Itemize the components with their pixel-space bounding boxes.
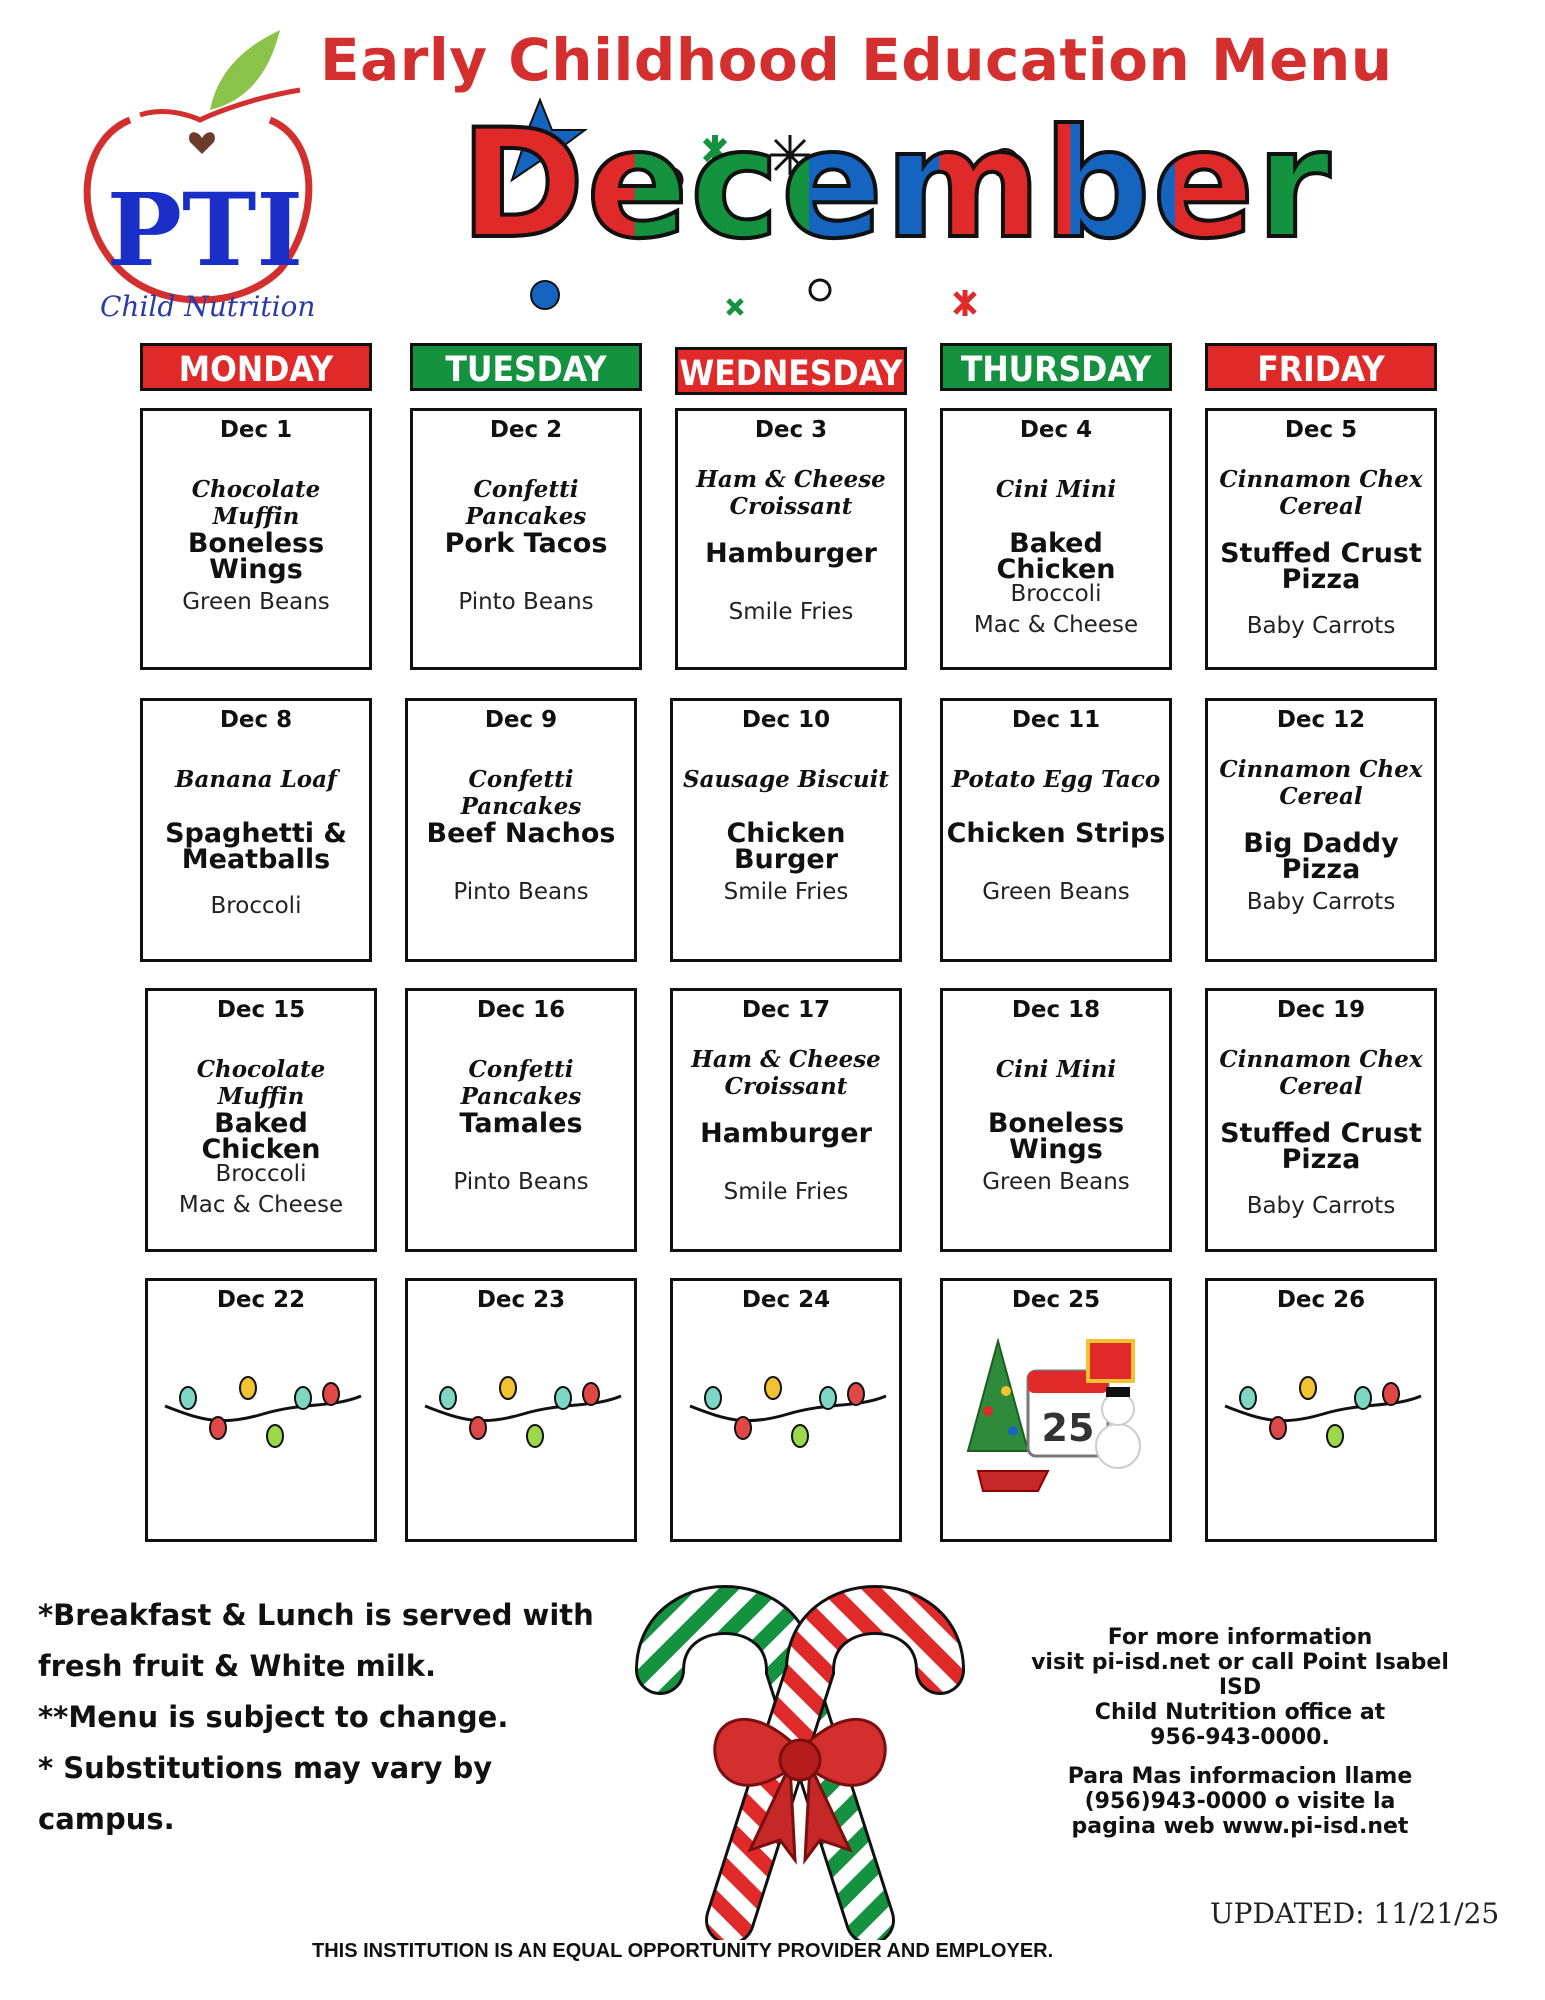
side-item: Pinto Beans	[453, 879, 589, 905]
side-item: Broccoli	[215, 1161, 307, 1187]
menu-day-cell	[1205, 988, 1437, 1252]
breakfast-item: Chocolate Muffin	[191, 476, 321, 530]
menu-day-cell	[940, 988, 1172, 1252]
calendar-day-number: 25	[1041, 1406, 1095, 1450]
day-header-friday: FRIDAY	[1205, 343, 1437, 391]
entree-item: Big Daddy Pizza	[1243, 828, 1399, 885]
entree-item: Baked Chicken	[201, 1108, 321, 1165]
cell-date: Dec 15	[216, 997, 306, 1023]
side-item: Green Beans	[982, 1169, 1130, 1195]
menu-day-cell	[675, 408, 907, 670]
info-line: 956-943-0000.	[1150, 1725, 1330, 1750]
info-line: visit pi-isd.net or call Point Isabel ISD	[1031, 1650, 1449, 1700]
day-header-thursday: THURSDAY	[940, 343, 1172, 391]
breakfast-item: Banana Loaf	[175, 766, 337, 793]
menu-day-cell	[1205, 408, 1437, 670]
menu-day-cell	[410, 408, 642, 670]
breakfast-item: Confetti Pancakes	[460, 1056, 582, 1110]
cell-date: Dec 1	[219, 417, 293, 443]
cell-date: Dec 18	[1011, 997, 1101, 1023]
side-item: Broccoli	[210, 893, 302, 919]
entree-item: Meatballs	[181, 844, 331, 875]
side-item: Smile Fries	[723, 879, 849, 905]
side-item: Broccoli	[1010, 581, 1102, 607]
breakfast-item: Cini Mini	[995, 476, 1117, 503]
day-header-monday: MONDAY	[140, 343, 372, 391]
note-line: campus.	[38, 1802, 175, 1836]
christmas-lights-icon	[1223, 1376, 1423, 1456]
cell-date: Dec 24	[741, 1287, 831, 1313]
cell-date: Dec 3	[754, 417, 828, 443]
entree-item: Boneless Wings	[987, 1108, 1125, 1165]
logo-letters: PTI	[106, 171, 304, 289]
side-item: Baby Carrots	[1246, 889, 1396, 915]
side-item: Green Beans	[982, 879, 1130, 905]
month-title	[460, 98, 1333, 272]
breakfast-item: Croissant	[729, 493, 853, 520]
side-item: Pinto Beans	[453, 1169, 589, 1195]
christmas-lights-icon	[163, 1376, 363, 1456]
cell-date: Dec 25	[1011, 1287, 1101, 1313]
menu-day-cell	[940, 408, 1172, 670]
info-line: Child Nutrition office at	[1094, 1700, 1386, 1725]
entree-item: Chicken Burger	[726, 818, 846, 875]
entree-item: Pizza	[1281, 564, 1361, 595]
month-word: December	[460, 98, 1333, 272]
equal-opportunity-footer: THIS INSTITUTION IS AN EQUAL OPPORTUNITY PROVIDER AND EMPLOYER.	[312, 1940, 1054, 1962]
breakfast-item: Confetti Pancakes	[460, 766, 582, 820]
side-item: Baby Carrots	[1246, 613, 1396, 639]
cell-date: Dec 16	[476, 997, 566, 1023]
christmas-lights-icon	[688, 1376, 888, 1456]
side-item: Smile Fries	[723, 1179, 849, 1205]
entree-item: Boneless Wings	[187, 528, 325, 585]
entree-item: Hamburger	[700, 1118, 872, 1149]
breakfast-item: Cereal	[1279, 783, 1363, 810]
cell-date: Dec 22	[216, 1287, 306, 1313]
breakfast-item: Chocolate Muffin	[196, 1056, 326, 1110]
side-item: Green Beans	[182, 589, 330, 615]
menu-day-cell	[670, 698, 902, 962]
menu-day-cell	[940, 1278, 1172, 1542]
menu-day-cell	[145, 988, 377, 1252]
note-line: * Substitutions may vary by	[38, 1751, 493, 1785]
menu-day-cell	[405, 698, 637, 962]
side-item: Baby Carrots	[1246, 1193, 1396, 1219]
breakfast-item: Croissant	[724, 1073, 848, 1100]
breakfast-item: Potato Egg Taco	[951, 766, 1161, 793]
entree-item: Stuffed Crust	[1220, 1118, 1422, 1149]
pti-letters	[105, 150, 305, 290]
breakfast-item: Cinnamon Chex	[1219, 466, 1423, 493]
info-line: For more information	[1107, 1625, 1373, 1650]
day-header-tuesday: TUESDAY	[410, 343, 642, 391]
breakfast-item: Sausage Biscuit	[682, 766, 890, 793]
logo-caption: Child Nutrition	[100, 290, 316, 323]
cell-date: Dec 26	[1276, 1287, 1366, 1313]
entree-item: Pizza	[1281, 1144, 1361, 1175]
breakfast-item: Cini Mini	[995, 1056, 1117, 1083]
menu-day-cell	[1205, 1278, 1437, 1542]
side-item: Pinto Beans	[458, 589, 594, 615]
breakfast-item: Ham & Cheese	[691, 1046, 881, 1073]
breakfast-item: Confetti Pancakes	[465, 476, 587, 530]
page-title: Early Childhood Education Menu	[320, 26, 1393, 94]
menu-day-cell	[140, 698, 372, 962]
entree-item: Tamales	[459, 1108, 583, 1139]
christmas-lights-icon	[423, 1376, 623, 1456]
cell-date: Dec 10	[741, 707, 831, 733]
entree-item: Stuffed Crust	[1220, 538, 1422, 569]
cell-date: Dec 11	[1011, 707, 1101, 733]
entree-item: Pork Tacos	[444, 528, 608, 559]
breakfast-item: Cinnamon Chex	[1219, 1046, 1423, 1073]
entree-item: Spaghetti &	[165, 818, 347, 849]
menu-day-cell	[405, 988, 637, 1252]
note-line: **Menu is subject to change.	[38, 1700, 509, 1734]
cell-date: Dec 8	[219, 707, 293, 733]
breakfast-item: Ham & Cheese	[696, 466, 886, 493]
breakfast-item: Cinnamon Chex	[1219, 756, 1423, 783]
menu-day-cell	[670, 1278, 902, 1542]
side-item: Smile Fries	[728, 599, 854, 625]
menu-day-cell	[1205, 698, 1437, 962]
cell-date: Dec 9	[484, 707, 558, 733]
note-line: fresh fruit & White milk.	[38, 1649, 437, 1683]
cell-date: Dec 19	[1276, 997, 1366, 1023]
menu-day-cell	[140, 408, 372, 670]
menu-day-cell	[670, 988, 902, 1252]
menu-notes	[38, 1590, 598, 1845]
breakfast-item: Cereal	[1279, 493, 1363, 520]
candy-cane-icon	[620, 1560, 980, 1940]
updated-date: UPDATED: 11/21/25	[1210, 1897, 1500, 1930]
side-item: Mac & Cheese	[973, 612, 1139, 638]
cell-date: Dec 4	[1019, 417, 1093, 443]
menu-day-cell	[405, 1278, 637, 1542]
menu-day-cell	[940, 698, 1172, 962]
info-line-es: pagina web www.pi-isd.net	[1071, 1814, 1409, 1839]
cell-date: Dec 23	[476, 1287, 566, 1313]
cell-date: Dec 2	[489, 417, 563, 443]
info-line-es: (956)943-0000 o visite la	[1084, 1789, 1396, 1814]
entree-item: Baked Chicken	[996, 528, 1116, 585]
cell-date: Dec 5	[1284, 417, 1358, 443]
entree-item: Beef Nachos	[426, 818, 616, 849]
contact-info	[1020, 1625, 1460, 1839]
day-header-wednesday: WEDNESDAY	[675, 347, 907, 395]
cell-date: Dec 17	[741, 997, 831, 1023]
christmas-calendar-icon	[958, 1331, 1158, 1501]
menu-day-cell	[145, 1278, 377, 1542]
info-line-es: Para Mas informacion llame	[1067, 1764, 1413, 1789]
cell-date: Dec 12	[1276, 707, 1366, 733]
entree-item: Hamburger	[705, 538, 877, 569]
breakfast-item: Cereal	[1279, 1073, 1363, 1100]
note-line: *Breakfast & Lunch is served with	[38, 1598, 594, 1632]
entree-item: Chicken Strips	[946, 818, 1166, 849]
side-item: Mac & Cheese	[178, 1192, 344, 1218]
